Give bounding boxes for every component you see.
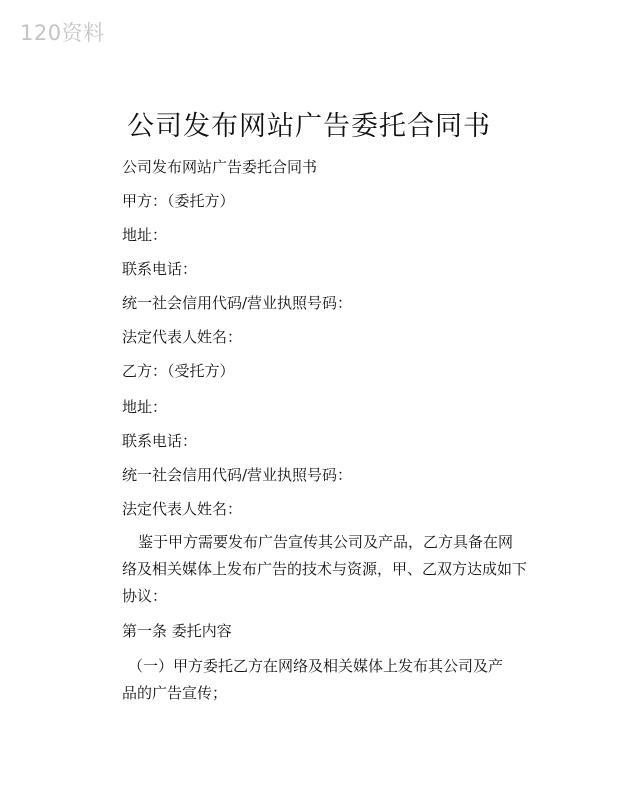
subtitle-line: 公司发布网站广告委托合同书 <box>122 158 318 176</box>
clause-1-line-2: 品的广告宣传； <box>122 684 228 702</box>
party-a-legal-rep: 法定代表人姓名： <box>122 328 243 346</box>
preamble-line-3: 协议： <box>122 587 168 605</box>
preamble-line-2: 络及相关媒体上发布广告的技术与资源，甲、乙双方达成如下 <box>122 560 528 578</box>
party-a-address: 地址： <box>122 226 168 244</box>
party-b-credit-code: 统一社会信用代码/营业执照号码： <box>122 466 353 484</box>
document-title: 公司发布网站广告委托合同书 <box>127 111 491 142</box>
section-1-heading: 第一条 委托内容 <box>122 622 232 640</box>
preamble-line-1: 鉴于甲方需要发布广告宣传其公司及产品，乙方具备在网 <box>138 533 514 551</box>
party-b-legal-rep: 法定代表人姓名： <box>122 500 243 518</box>
party-b-address: 地址： <box>122 398 168 416</box>
party-a-label: 甲方：（委托方） <box>122 192 235 210</box>
party-b-label: 乙方：（受托方） <box>122 362 235 380</box>
watermark: 120资料 <box>20 21 105 45</box>
party-b-phone: 联系电话： <box>122 432 198 450</box>
party-a-phone: 联系电话： <box>122 260 198 278</box>
clause-1-line-1: （一）甲方委托乙方在网络及相关媒体上发布其公司及产 <box>128 657 504 675</box>
party-a-credit-code: 统一社会信用代码/营业执照号码： <box>122 294 353 312</box>
